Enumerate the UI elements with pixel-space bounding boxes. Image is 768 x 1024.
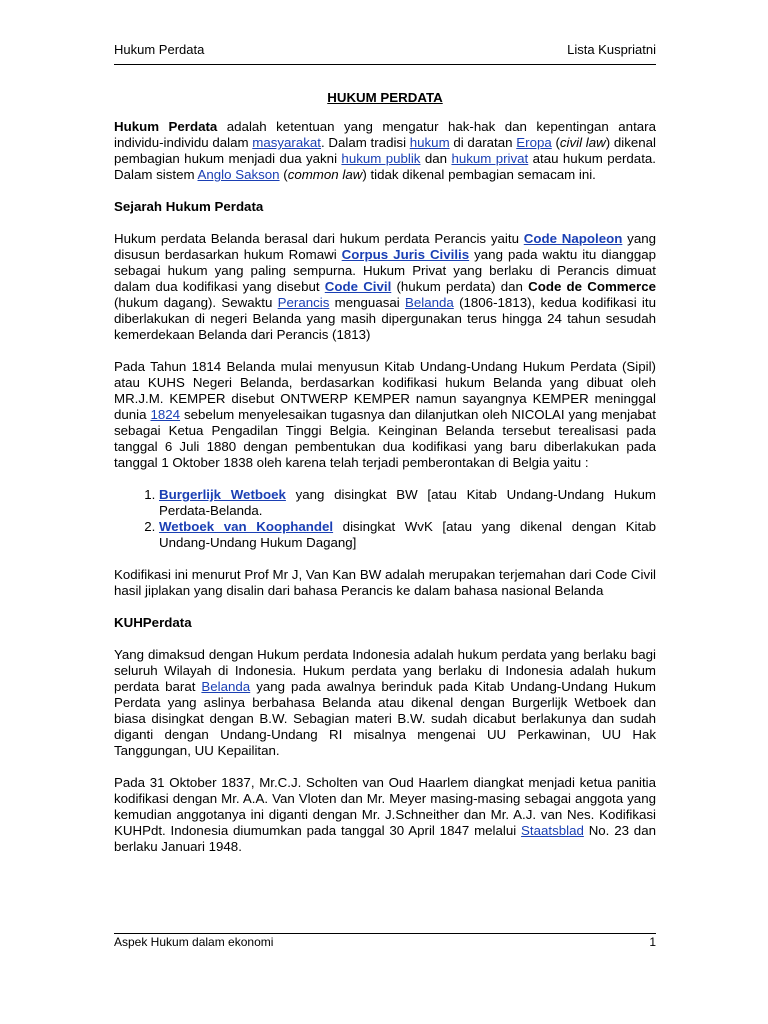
bold-term: Code de Commerce [528, 279, 656, 294]
paragraph-text: (1806-1813), kedua kodifikasi itu diberlakukan di negeri Belanda yang masih dipergunakan terus hingga 24 tahun sesudah kemerdekaan Belanda dari Perancis (1813) [114, 295, 656, 342]
link-hukum-privat[interactable]: hukum privat [451, 151, 529, 166]
link-corpus-juris-civilis[interactable]: Corpus Juris Civilis [341, 247, 470, 262]
header-divider [114, 64, 656, 65]
intro-italic: civil law [559, 135, 606, 150]
link-wetboek-van-koophandel[interactable]: Wetboek van Koophandel [159, 519, 334, 534]
intro-text: dan [420, 151, 452, 166]
kuh-paragraph-1 [114, 647, 656, 759]
intro-text: ( [279, 167, 288, 182]
sejarah-paragraph-3: Kodifikasi ini menurut Prof Mr J, Van Kan BW adalah merupakan terjemahan dari Code Civil hasil jiplakan yang disalin dari bahasa Perancis ke dalam bahasa nasional Belanda [114, 567, 656, 598]
section-heading-kuhperdata: KUHPerdata [114, 615, 192, 630]
list-item-text: disingkat WvK [atau yang dikenal dengan Kitab Undang-Undang Hukum Dagang] [159, 519, 656, 550]
paragraph-text: Yang dimaksud dengan Hukum perdata Indonesia adalah hukum perdata yang berlaku bagi seluruh Wilayah di Indonesia. Hukum perdata yang berlaku di Indonesia adalah hukum perdata barat [114, 647, 656, 694]
paragraph-text: sebelum menyelesaikan tugasnya dan dilanjutkan oleh NICOLAI yang menjabat sebagai Ketua Pengadilan Tinggi Belgia. Keinginan Belanda tersebut terealisasi pada tanggal 6 Juli 1880 dengan pembentukan dua kodifikasi yang baru diberlakukan pada tanggal 1 Oktober 1838 oleh karena telah terjadi pemberontakan di Belgia yaitu : [114, 407, 656, 470]
intro-bold: Hukum Perdata [114, 119, 218, 134]
page-header [114, 42, 656, 57]
link-1824[interactable]: 1824 [150, 407, 181, 422]
intro-text: ) dikenal pembagian hukum menjadi dua yakni [114, 135, 657, 166]
paragraph-text: menguasai [329, 295, 405, 310]
paragraph-text: No. 23 dan berlaku Januari 1948. [114, 823, 656, 854]
link-anglo-sakson[interactable]: Anglo Sakson [197, 167, 280, 182]
document-body [114, 90, 656, 871]
paragraph-text: (hukum perdata) dan [391, 279, 529, 294]
intro-text: atau hukum perdata. Dalam sistem [114, 151, 656, 182]
link-belanda[interactable]: Belanda [404, 295, 454, 310]
paragraph-text: yang pada waktu itu dianggap sebagai hukum yang paling sempurna. Hukum Privat yang berlaku di Perancis dimuat dalam dua kodifikasi yang disebut [114, 247, 657, 294]
kuh-paragraph-2 [114, 775, 656, 855]
intro-text: ) tidak dikenal pembagian semacam ini. [362, 167, 596, 182]
sejarah-paragraph-2 [114, 359, 656, 471]
link-code-civil[interactable]: Code Civil [324, 279, 392, 294]
paragraph-text: (hukum dagang). Sewaktu [114, 295, 278, 310]
footer-divider [114, 933, 656, 934]
kodifikasi-list [114, 487, 656, 551]
intro-text: ( [551, 135, 560, 150]
link-perancis[interactable]: Perancis [277, 295, 330, 310]
section-heading-sejarah: Sejarah Hukum Perdata [114, 199, 264, 214]
link-hukum[interactable]: hukum [409, 135, 450, 150]
paragraph-text: yang disusun berdasarkan hukum Romawi [114, 231, 657, 262]
intro-text: . Dalam tradisi [321, 135, 410, 150]
document-title: HUKUM PERDATA [327, 90, 443, 105]
link-hukum-publik[interactable]: hukum publik [341, 151, 421, 166]
header-right: Lista Kuspriatni [567, 42, 656, 57]
link-eropa[interactable]: Eropa [516, 135, 552, 150]
paragraph-text: yang pada awalnya berinduk pada Kitab Undang-Undang Hukum Perdata yang aslinya berbahasa Belanda atau dikenal dengan Burgerlijk Wetboek dan biasa disingkat dengan B.W. Sebagian materi B.W. sudah dicabut berlakunya dan sudah diganti dengan Undang-Undang RI misalnya mengenai UU Perkawinan, UU Hak Tanggungan, UU Kepailitan. [114, 679, 656, 758]
footer-left: Aspek Hukum dalam ekonomi [114, 935, 274, 949]
intro-text: adalah ketentuan yang mengatur hak-hak dan kepentingan antara individu-individu dalam [114, 119, 656, 150]
paragraph-text: Pada 31 Oktober 1837, Mr.C.J. Scholten van Oud Haarlem diangkat menjadi ketua panitia kodifikasi dengan Mr. A.A. Van Vloten dan Mr. Meyer masing-masing sebagai anggota yang kemudian anggotanya ini diganti dengan Mr. J.Schneither dan Mr. A.J. van Nes. Kodifikasi KUHPdt. Indonesia diumumkan pada tanggal 30 April 1847 melalui [114, 775, 656, 838]
link-burgerlijk-wetboek[interactable]: Burgerlijk Wetboek [159, 487, 286, 502]
paragraph-text: Hukum perdata Belanda berasal dari hukum perdata Perancis yaitu [114, 231, 524, 246]
list-item [159, 487, 656, 519]
list-item [159, 519, 656, 551]
intro-italic: common law [287, 167, 363, 182]
sejarah-paragraph-1 [114, 231, 656, 343]
list-item-text: yang disingkat BW [atau Kitab Undang-Undang Hukum Perdata-Belanda. [159, 487, 656, 518]
page-footer [114, 935, 656, 949]
paragraph-text: Pada Tahun 1814 Belanda mulai menyusun Kitab Undang-Undang Hukum Perdata (Sipil) atau KUHS Negeri Belanda, berdasarkan kodifikasi hukum Belanda yang dibuat oleh MR.J.M. KEMPER disebut ONTWERP KEMPER namun sayangnya KEMPER meninggal dunia [114, 359, 656, 422]
link-code-napoleon[interactable]: Code Napoleon [523, 231, 623, 246]
link-belanda-2[interactable]: Belanda [201, 679, 251, 694]
intro-paragraph [114, 119, 656, 183]
link-staatsblad[interactable]: Staatsblad [521, 823, 584, 838]
header-left: Hukum Perdata [114, 42, 205, 57]
page-number: 1 [649, 935, 656, 949]
link-masyarakat[interactable]: masyarakat [252, 135, 321, 150]
intro-text: di daratan [449, 135, 517, 150]
